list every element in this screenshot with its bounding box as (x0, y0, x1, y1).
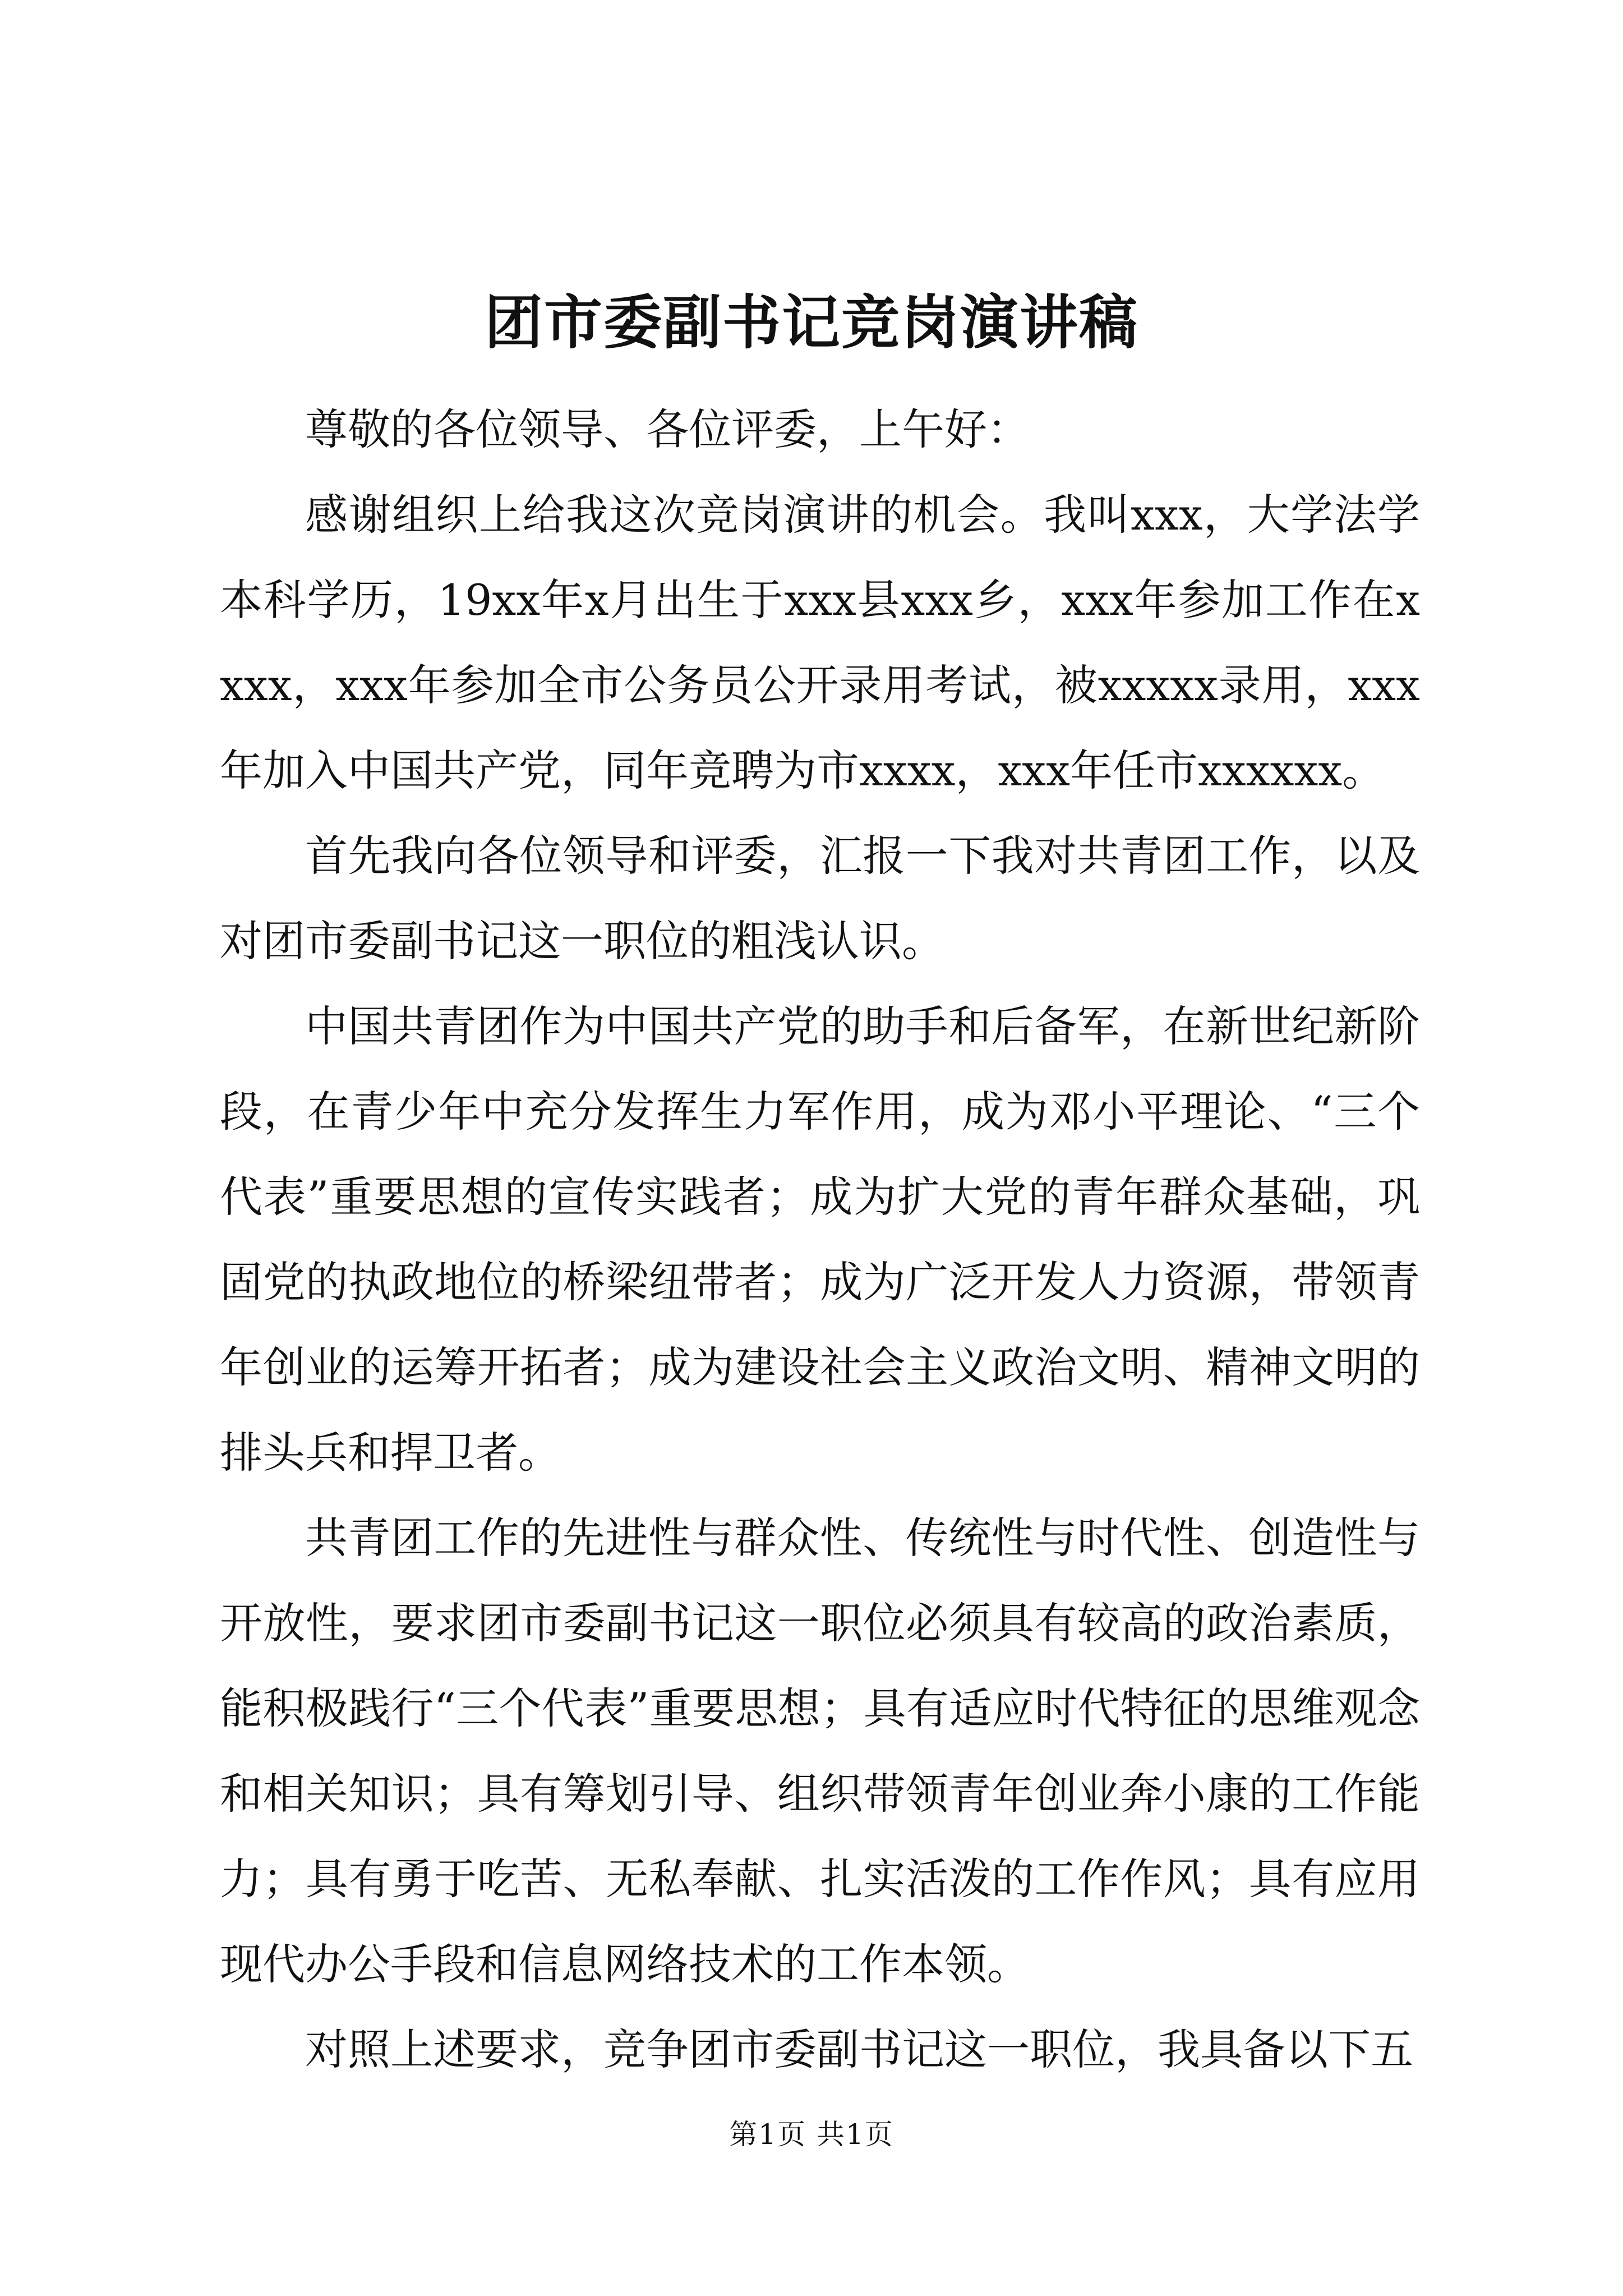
paragraph-league-role: 中国共青团作为中国共产党的助手和后备军，在新世纪新阶段，在青少年中充分发挥生力军作用，成为邓小平理论、“三个代表”重要思想的宣传实践者；成为扩大党的青年群众基础，巩固党的执政地位的桥梁纽带者；成为广泛开发人力资源，带领青年创业的运筹开拓者；成为建设社会主义政治文明、精神文明的排头兵和捍卫者。 (220, 1001, 1420, 1478)
document-title: 团市委副书记竞岗演讲稿 (484, 288, 1138, 357)
page-footer: 第1页 共1页 (729, 2118, 894, 2151)
paragraph-overview: 首先我向各位领导和评委，汇报一下我对共青团工作，以及对团市委副书记这一职位的粗浅认识。 (220, 831, 1420, 966)
paragraph-greeting: 尊敬的各位领导、各位评委，上午好： (305, 404, 1030, 454)
paragraph-qualifications: 对照上述要求，竞争团市委副书记这一职位，我具备以下五 (305, 2024, 1413, 2074)
paragraph-introduction: 感谢组织上给我这次竞岗演讲的机会。我叫xxx，大学法学本科学历，19xx年x月出生于xxx县xxx乡，xxx年参加工作在xxxx，xxx年参加全市公务员公开录用考试，被xxxxx录用，xxx年加入中国共产党，同年竞聘为市xxxx，xxx年任市xxxxxx。 (220, 490, 1420, 795)
document-body (220, 387, 1420, 2092)
paragraph-position-requirements: 共青团工作的先进性与群众性、传统性与时代性、创造性与开放性，要求团市委副书记这一职位必须具有较高的政治素质，能积极践行“三个代表”重要思想；具有适应时代特征的思维观念和相关知识；具有筹划引导、组织带领青年创业奔小康的工作能力；具有勇于吃苦、无私奉献、扎实活泼的工作作风；具有应用现代办公手段和信息网络技术的工作本领。 (220, 1513, 1420, 1989)
